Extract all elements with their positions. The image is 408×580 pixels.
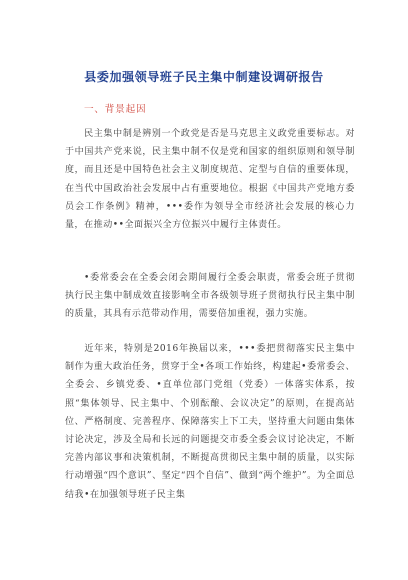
section-heading: 一、背景起因 bbox=[84, 104, 147, 115]
body-paragraph bbox=[65, 340, 355, 504]
paragraph-text: •委常委会在全委会闭会期间履行全委会职责，常委会班子贯彻执行民主集中制成效直接影响全市各级领导班子贯彻执行民主集中制的质量，其具有示范带动作用，需要倍加重视，强力实施。 bbox=[65, 273, 355, 320]
body-paragraph bbox=[65, 269, 355, 324]
body-paragraph bbox=[65, 125, 355, 234]
paragraph-text: 近年来，特别是2016年换届以来，•••委把贯彻落实民主集中制作为重大政治任务，贯穿于全•各项工作始终，构建起•委常委会、全委会、乡镇党委、•直单位部门党组（党委）一体落实体系，按照“集体领导、民主集中、个别酝酿、会议决定”的原则，在提高站位、严格制度、完善程序、保障落实上下工夫，坚持重大问题由集体讨论决定，涉及全局和长远的问题提交市委全委会议讨论决定，不断完善内部议事和决策机制，不断提高贯彻民主集中制的质量，以实际行动增强“四个意识”、坚定“四个自信”、做到“两个维护”。为全面总结我•在加强领导班子民主集 bbox=[65, 344, 355, 500]
paragraph-text: 民主集中制是辨别一个政党是否是马克思主义政党重要标志。对于中国共产党来说，民主集中制不仅是党和国家的组织原则和领导制度，而且还是中国特色社会主义制度规范、定型与自信的重要体现，在当代中国政治社会发展中占有重要地位。根据《中国共产党地方委员会工作条例》精神，•••委作为领导全市经济社会发展的核心力量，在推动••全面振兴全方位振兴中履行主体责任。 bbox=[65, 129, 355, 231]
document-title: 县委加强领导班子民主集中制建设调研报告 bbox=[84, 70, 324, 84]
